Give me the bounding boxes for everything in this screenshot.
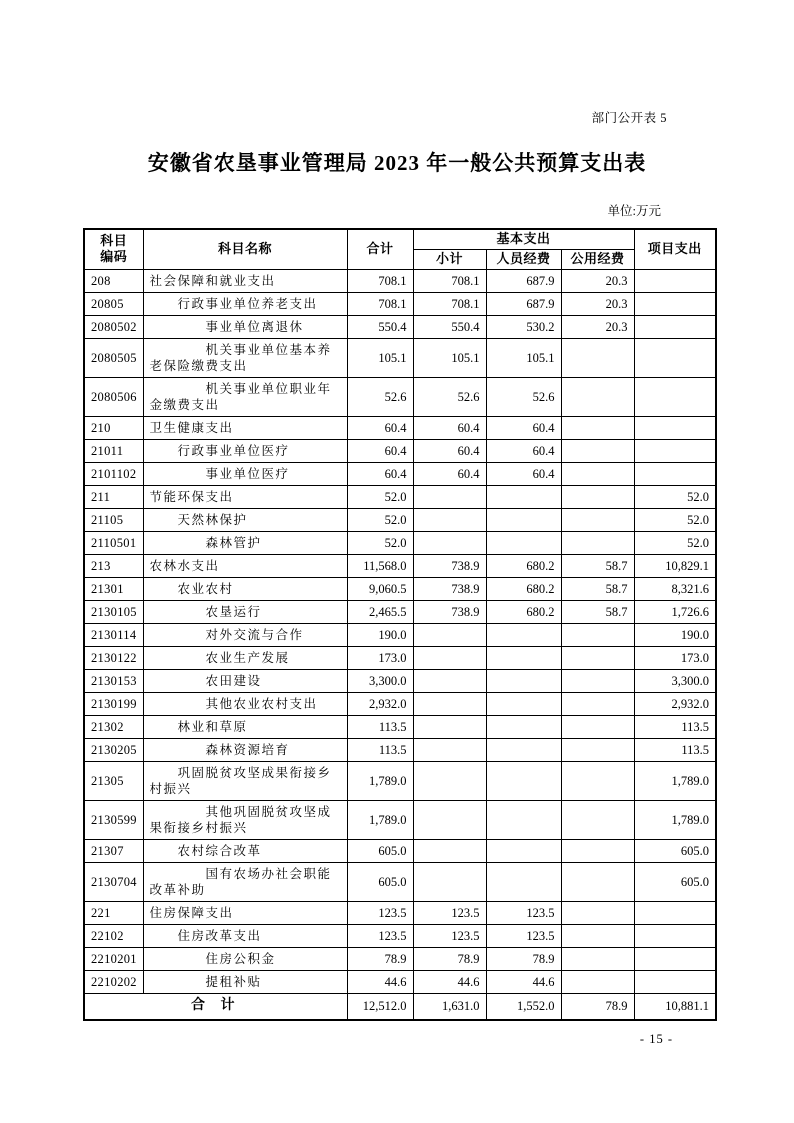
row-code: 2130114 [84, 623, 143, 646]
row-basic-subtotal: 550.4 [413, 315, 486, 338]
row-total: 173.0 [347, 646, 413, 669]
row-project [634, 377, 716, 416]
row-personnel: 530.2 [486, 315, 561, 338]
row-name: 森林资源培育 [143, 738, 347, 761]
row-project: 113.5 [634, 715, 716, 738]
row-basic-subtotal: 738.9 [413, 600, 486, 623]
row-personnel [486, 669, 561, 692]
row-public [561, 669, 634, 692]
row-code: 2080506 [84, 377, 143, 416]
row-personnel: 687.9 [486, 292, 561, 315]
table-row [84, 970, 716, 993]
row-code: 20805 [84, 292, 143, 315]
row-total: 123.5 [347, 924, 413, 947]
row-code: 208 [84, 269, 143, 292]
table-row [84, 416, 716, 439]
table-row [84, 738, 716, 761]
table-row [84, 269, 716, 292]
row-code: 21302 [84, 715, 143, 738]
row-personnel [486, 738, 561, 761]
row-total: 708.1 [347, 269, 413, 292]
row-project [634, 338, 716, 377]
row-personnel [486, 508, 561, 531]
row-personnel: 44.6 [486, 970, 561, 993]
row-code: 211 [84, 485, 143, 508]
row-project: 3,300.0 [634, 669, 716, 692]
row-total: 708.1 [347, 292, 413, 315]
row-project: 52.0 [634, 508, 716, 531]
row-public [561, 338, 634, 377]
table-row [84, 377, 716, 416]
row-code: 2210201 [84, 947, 143, 970]
row-basic-subtotal [413, 485, 486, 508]
row-public [561, 738, 634, 761]
row-basic-subtotal: 708.1 [413, 269, 486, 292]
row-personnel: 60.4 [486, 416, 561, 439]
row-personnel: 123.5 [486, 901, 561, 924]
row-code: 221 [84, 901, 143, 924]
row-name: 国有农场办社会职能改革补助 [143, 862, 347, 901]
row-basic-subtotal: 60.4 [413, 439, 486, 462]
row-personnel: 60.4 [486, 462, 561, 485]
row-personnel: 680.2 [486, 577, 561, 600]
row-project [634, 924, 716, 947]
doc-label: 部门公开表 5 [591, 111, 667, 125]
table-row [84, 692, 716, 715]
col-header-project: 项目支出 [634, 229, 716, 269]
row-personnel: 60.4 [486, 439, 561, 462]
row-personnel: 680.2 [486, 600, 561, 623]
row-name: 巩固脱贫攻坚成果衔接乡村振兴 [143, 761, 347, 800]
row-public: 58.7 [561, 554, 634, 577]
row-name: 卫生健康支出 [143, 416, 347, 439]
row-total: 60.4 [347, 439, 413, 462]
total-row-personnel: 1,552.0 [486, 993, 561, 1020]
row-public [561, 692, 634, 715]
col-header-code [84, 229, 143, 269]
budget-table-body [84, 269, 716, 993]
table-row [84, 554, 716, 577]
row-personnel [486, 862, 561, 901]
row-public: 20.3 [561, 269, 634, 292]
row-basic-subtotal [413, 623, 486, 646]
row-public [561, 416, 634, 439]
row-personnel: 52.6 [486, 377, 561, 416]
total-row-project: 10,881.1 [634, 993, 716, 1020]
row-public [561, 439, 634, 462]
row-total: 605.0 [347, 862, 413, 901]
row-name: 节能环保支出 [143, 485, 347, 508]
row-public [561, 646, 634, 669]
row-total: 113.5 [347, 715, 413, 738]
row-name: 农田建设 [143, 669, 347, 692]
row-total: 605.0 [347, 839, 413, 862]
row-basic-subtotal [413, 715, 486, 738]
row-public [561, 839, 634, 862]
row-public [561, 485, 634, 508]
row-code: 2210202 [84, 970, 143, 993]
table-row [84, 315, 716, 338]
col-header-total: 合计 [347, 229, 413, 269]
total-row-total: 12,512.0 [347, 993, 413, 1020]
row-public [561, 715, 634, 738]
row-code: 21011 [84, 439, 143, 462]
row-name: 住房改革支出 [143, 924, 347, 947]
row-total: 9,060.5 [347, 577, 413, 600]
row-basic-subtotal: 52.6 [413, 377, 486, 416]
table-row [84, 577, 716, 600]
row-code: 2130704 [84, 862, 143, 901]
row-name: 农林水支出 [143, 554, 347, 577]
row-code: 2080502 [84, 315, 143, 338]
row-total: 52.6 [347, 377, 413, 416]
row-total: 2,932.0 [347, 692, 413, 715]
table-row [84, 761, 716, 800]
row-public: 58.7 [561, 600, 634, 623]
row-code: 213 [84, 554, 143, 577]
row-public [561, 901, 634, 924]
row-code: 210 [84, 416, 143, 439]
row-public [561, 862, 634, 901]
row-basic-subtotal [413, 508, 486, 531]
row-basic-subtotal: 78.9 [413, 947, 486, 970]
row-project [634, 416, 716, 439]
table-row [84, 485, 716, 508]
row-personnel: 105.1 [486, 338, 561, 377]
row-total: 2,465.5 [347, 600, 413, 623]
table-row [84, 669, 716, 692]
col-header-public: 公用经费 [561, 249, 634, 269]
row-project [634, 269, 716, 292]
row-name: 事业单位医疗 [143, 462, 347, 485]
row-name: 住房公积金 [143, 947, 347, 970]
row-total: 60.4 [347, 416, 413, 439]
row-personnel: 123.5 [486, 924, 561, 947]
row-project [634, 901, 716, 924]
row-basic-subtotal [413, 646, 486, 669]
row-code: 21105 [84, 508, 143, 531]
row-public: 58.7 [561, 577, 634, 600]
row-personnel [486, 715, 561, 738]
row-basic-subtotal: 44.6 [413, 970, 486, 993]
row-basic-subtotal: 123.5 [413, 924, 486, 947]
table-row [84, 715, 716, 738]
row-total: 44.6 [347, 970, 413, 993]
table-row [84, 292, 716, 315]
row-total: 52.0 [347, 508, 413, 531]
row-personnel [486, 623, 561, 646]
table-footer [84, 993, 716, 1020]
row-public [561, 623, 634, 646]
table-row [84, 600, 716, 623]
row-basic-subtotal [413, 692, 486, 715]
row-project: 8,321.6 [634, 577, 716, 600]
row-basic-subtotal [413, 531, 486, 554]
table-row [84, 901, 716, 924]
row-basic-subtotal: 60.4 [413, 416, 486, 439]
row-basic-subtotal: 738.9 [413, 554, 486, 577]
row-public [561, 761, 634, 800]
row-personnel [486, 800, 561, 839]
row-public [561, 377, 634, 416]
row-personnel [486, 531, 561, 554]
row-name: 行政事业单位养老支出 [143, 292, 347, 315]
col-header-code-line1: 科目 [100, 233, 128, 249]
row-project [634, 439, 716, 462]
row-code: 2080505 [84, 338, 143, 377]
row-code: 2130105 [84, 600, 143, 623]
row-total: 1,789.0 [347, 800, 413, 839]
row-project: 10,829.1 [634, 554, 716, 577]
col-header-basic-group: 基本支出 [413, 229, 634, 249]
row-project: 605.0 [634, 862, 716, 901]
row-basic-subtotal: 708.1 [413, 292, 486, 315]
table-header [84, 229, 716, 269]
row-code: 2130205 [84, 738, 143, 761]
row-personnel: 78.9 [486, 947, 561, 970]
row-personnel: 687.9 [486, 269, 561, 292]
row-personnel [486, 839, 561, 862]
row-name: 林业和草原 [143, 715, 347, 738]
row-personnel: 680.2 [486, 554, 561, 577]
table-row [84, 862, 716, 901]
table-row [84, 839, 716, 862]
table-row [84, 646, 716, 669]
row-name: 社会保障和就业支出 [143, 269, 347, 292]
unit-label: 单位:万元 [607, 204, 661, 218]
row-basic-subtotal: 738.9 [413, 577, 486, 600]
row-project [634, 292, 716, 315]
row-name: 住房保障支出 [143, 901, 347, 924]
row-project [634, 947, 716, 970]
row-basic-subtotal [413, 839, 486, 862]
row-basic-subtotal: 123.5 [413, 901, 486, 924]
row-project: 52.0 [634, 531, 716, 554]
row-basic-subtotal: 105.1 [413, 338, 486, 377]
row-name: 其他农业农村支出 [143, 692, 347, 715]
table-row [84, 439, 716, 462]
row-name: 行政事业单位医疗 [143, 439, 347, 462]
row-project: 1,789.0 [634, 800, 716, 839]
row-name: 提租补贴 [143, 970, 347, 993]
row-name: 对外交流与合作 [143, 623, 347, 646]
row-personnel [486, 646, 561, 669]
row-name: 农垦运行 [143, 600, 347, 623]
row-code: 2130122 [84, 646, 143, 669]
row-total: 52.0 [347, 485, 413, 508]
row-name: 其他巩固脱贫攻坚成果衔接乡村振兴 [143, 800, 347, 839]
row-public: 20.3 [561, 292, 634, 315]
row-total: 123.5 [347, 901, 413, 924]
table-row [84, 531, 716, 554]
col-header-name: 科目名称 [143, 229, 347, 269]
row-code: 21305 [84, 761, 143, 800]
page-number: - 15 - [639, 1032, 673, 1046]
row-public [561, 924, 634, 947]
row-basic-subtotal [413, 761, 486, 800]
row-project [634, 462, 716, 485]
row-project: 605.0 [634, 839, 716, 862]
total-row [84, 993, 716, 1020]
row-total: 190.0 [347, 623, 413, 646]
row-code: 2130153 [84, 669, 143, 692]
col-header-code-line2: 编码 [100, 249, 128, 265]
table-row [84, 462, 716, 485]
page-title: 安徽省农垦事业管理局 2023 年一般公共预算支出表 [147, 151, 647, 175]
row-project: 173.0 [634, 646, 716, 669]
row-name: 机关事业单位基本养老保险缴费支出 [143, 338, 347, 377]
table-row [84, 508, 716, 531]
row-public [561, 800, 634, 839]
table-row [84, 623, 716, 646]
row-code: 2101102 [84, 462, 143, 485]
row-public [561, 947, 634, 970]
row-total: 11,568.0 [347, 554, 413, 577]
row-name: 事业单位离退休 [143, 315, 347, 338]
row-personnel [486, 761, 561, 800]
total-row-basic-subtotal: 1,631.0 [413, 993, 486, 1020]
row-total: 113.5 [347, 738, 413, 761]
table-row [84, 947, 716, 970]
row-basic-subtotal [413, 738, 486, 761]
row-code: 2130199 [84, 692, 143, 715]
row-total: 52.0 [347, 531, 413, 554]
row-name: 机关事业单位职业年金缴费支出 [143, 377, 347, 416]
row-code: 21301 [84, 577, 143, 600]
total-row-public: 78.9 [561, 993, 634, 1020]
row-total: 550.4 [347, 315, 413, 338]
row-total: 105.1 [347, 338, 413, 377]
table-row [84, 924, 716, 947]
row-code: 22102 [84, 924, 143, 947]
row-public [561, 462, 634, 485]
row-code: 2130599 [84, 800, 143, 839]
row-total: 1,789.0 [347, 761, 413, 800]
row-basic-subtotal: 60.4 [413, 462, 486, 485]
row-project: 52.0 [634, 485, 716, 508]
row-name: 农业生产发展 [143, 646, 347, 669]
row-project: 1,726.6 [634, 600, 716, 623]
table-row [84, 800, 716, 839]
row-project: 190.0 [634, 623, 716, 646]
row-basic-subtotal [413, 800, 486, 839]
row-basic-subtotal [413, 669, 486, 692]
total-row-label: 合 计 [84, 993, 347, 1020]
row-code: 21307 [84, 839, 143, 862]
row-public: 20.3 [561, 315, 634, 338]
col-header-subtotal: 小计 [413, 249, 486, 269]
budget-table [83, 228, 717, 1021]
row-public [561, 970, 634, 993]
row-name: 农村综合改革 [143, 839, 347, 862]
row-name: 农业农村 [143, 577, 347, 600]
row-basic-subtotal [413, 862, 486, 901]
row-project [634, 970, 716, 993]
row-project: 113.5 [634, 738, 716, 761]
row-public [561, 508, 634, 531]
row-project: 2,932.0 [634, 692, 716, 715]
row-name: 森林管护 [143, 531, 347, 554]
row-project [634, 315, 716, 338]
col-header-personnel: 人员经费 [486, 249, 561, 269]
row-personnel [486, 485, 561, 508]
table-row [84, 338, 716, 377]
row-public [561, 531, 634, 554]
row-total: 60.4 [347, 462, 413, 485]
row-project: 1,789.0 [634, 761, 716, 800]
row-total: 3,300.0 [347, 669, 413, 692]
row-total: 78.9 [347, 947, 413, 970]
row-code: 2110501 [84, 531, 143, 554]
row-personnel [486, 692, 561, 715]
row-name: 天然林保护 [143, 508, 347, 531]
